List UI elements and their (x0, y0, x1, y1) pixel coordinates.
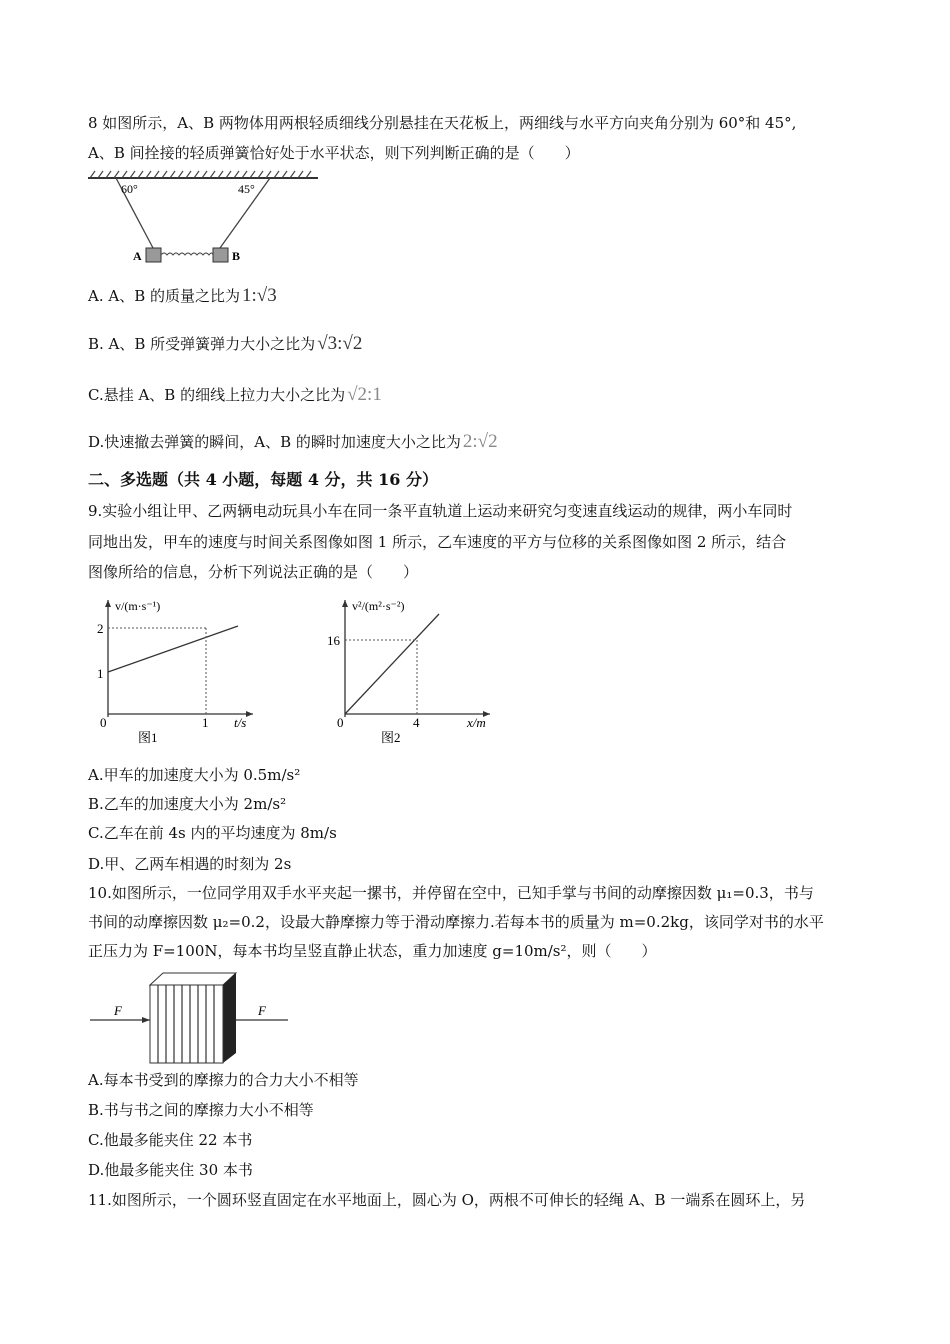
q11-stem-line1: 11.如图所示，一个圆环竖直固定在水平地面上，圆心为 O，两根不可伸长的轻绳 A、B 一端系在圆环上，另 (88, 1191, 806, 1209)
q8-option-d[interactable] (88, 432, 498, 452)
q9-stem-line2: 同地出发，甲车的速度与时间关系图像如图 1 所示，乙车速度的平方与位移的关系图像如图 2 所示，结合 (88, 533, 787, 551)
option-math: √2:1 (347, 384, 382, 405)
origin-label: 0 (100, 715, 107, 730)
y-tick: 1 (97, 666, 104, 681)
option-math: √3:√2 (317, 333, 363, 354)
q9-option-b[interactable]: B.乙车的加速度大小为 2m/s² (88, 795, 287, 813)
force-left-label: F (114, 1003, 122, 1018)
angle-60-label: 60° (121, 182, 138, 196)
option-text: D.快速撤去弹簧的瞬间，A、B 的瞬时加速度大小之比为 (88, 433, 461, 451)
q8-stem-line2: A、B 间拴接的轻质弹簧恰好处于水平状态，则下列判断正确的是（ ） (88, 144, 580, 162)
q9-figure-1 (88, 592, 268, 747)
y-tick: 2 (97, 621, 104, 636)
q10-stem-line3: 正压力为 F=100N，每本书均呈竖直静止状态，重力加速度 g=10m/s²，则（ ） (88, 942, 657, 960)
q8-option-a[interactable] (88, 286, 277, 306)
block-a (146, 248, 161, 262)
option-math: 1:√3 (242, 285, 277, 306)
x-tick: 1 (202, 715, 209, 730)
block-b (213, 248, 228, 262)
q8-figure (88, 168, 328, 268)
y-axis-label: v²/(m²·s⁻²) (352, 599, 405, 613)
label-a: A (133, 249, 142, 263)
option-math: 2:√2 (462, 431, 498, 452)
q8-option-b[interactable] (88, 334, 362, 354)
q9-option-d[interactable]: D.甲、乙两车相遇的时刻为 2s (88, 855, 292, 873)
q9-stem-line3: 图像所给的信息，分析下列说法正确的是（ ） (88, 563, 419, 581)
x-axis-label: t/s (234, 715, 247, 730)
section-heading-multiple-choice: 二、多选题（共 4 小题，每题 4 分，共 16 分） (88, 470, 438, 489)
q8-stem-line1: 8 如图所示，A、B 两物体用两根轻质细线分别悬挂在天花板上，两细线与水平方向夹角分别为 60°和 45°, (88, 114, 797, 132)
q9-option-a[interactable]: A.甲车的加速度大小为 0.5m/s² (88, 766, 301, 784)
x-tick: 4 (413, 715, 420, 730)
ceiling (88, 171, 318, 178)
force-right-label: F (258, 1003, 266, 1018)
spring (161, 253, 213, 255)
figure-caption: 图1 (138, 730, 158, 745)
q10-option-a[interactable]: A.每本书受到的摩擦力的合力大小不相等 (88, 1071, 359, 1089)
q10-option-b[interactable]: B.书与书之间的摩擦力大小不相等 (88, 1101, 314, 1119)
q9-figure-2 (325, 592, 505, 747)
q10-option-c[interactable]: C.他最多能夹住 22 本书 (88, 1131, 253, 1149)
option-text: C.悬挂 A、B 的细线上拉力大小之比为 (88, 386, 346, 404)
angle-45-label: 45° (238, 182, 255, 196)
q9-stem-line1: 9.实验小组让甲、乙两辆电动玩具小车在同一条平直轨道上运动来研究匀变速直线运动的规律，两小车同时 (88, 502, 793, 520)
y-tick: 16 (327, 633, 340, 648)
origin-label: 0 (337, 715, 344, 730)
q10-option-d[interactable]: D.他最多能夹住 30 本书 (88, 1161, 253, 1179)
q8-option-c[interactable] (88, 385, 382, 405)
y-axis-label: v/(m·s⁻¹) (115, 599, 161, 613)
x-axis-label: x/m (467, 715, 486, 730)
q10-stem-line1: 10.如图所示，一位同学用双手水平夹起一摞书，并停留在空中，已知手掌与书间的动摩擦因数 μ₁=0.3，书与 (88, 884, 814, 902)
book-stack (150, 985, 223, 1063)
label-b: B (232, 249, 241, 263)
option-text: A. A、B 的质量之比为 (88, 287, 240, 305)
figure-caption: 图2 (381, 730, 401, 745)
option-text: B. A、B 所受弹簧弹力大小之比为 (88, 335, 316, 353)
q10-stem-line2: 书间的动摩擦因数 μ₂=0.2，设最大静摩擦力等于滑动摩擦力.若每本书的质量为 m=0.2kg，该同学对书的水平 (88, 913, 824, 931)
velocity-line (108, 626, 238, 672)
q10-figure-books (88, 965, 298, 1070)
q9-option-c[interactable]: C.乙车在前 4s 内的平均速度为 8m/s (88, 824, 337, 842)
v2-line (345, 614, 439, 714)
